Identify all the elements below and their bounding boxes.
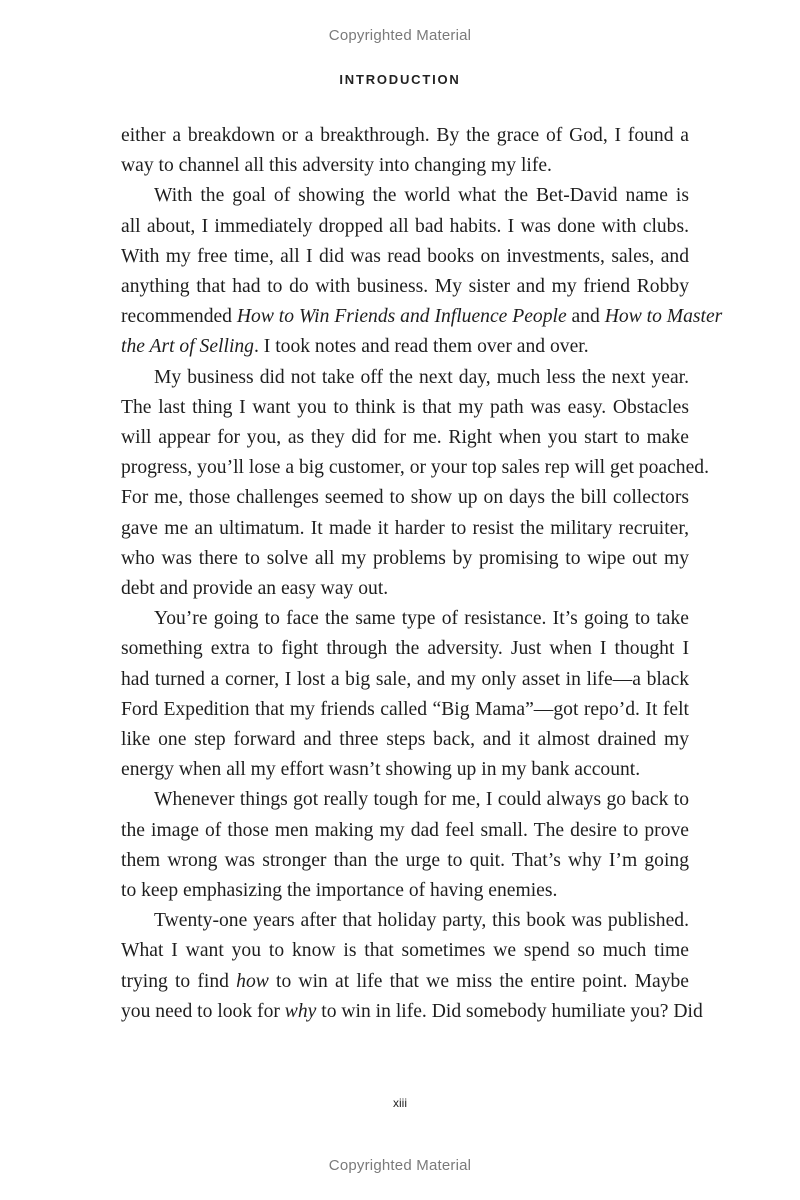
- text-run: trying to find: [121, 970, 237, 992]
- text-line: [121, 967, 689, 997]
- text-line: For me, those challenges seemed to show up on days the bill collectors: [121, 487, 689, 509]
- text-line: energy when all my effort wasn’t showing up in my bank account.: [121, 759, 641, 781]
- text-run: . I took notes and read them over and over.: [253, 336, 589, 358]
- book-title: the Art of Selling: [121, 336, 254, 358]
- text-line: With the goal of showing the world what the Bet-David name is: [154, 185, 689, 207]
- text-line: way to channel all this adversity into changing my life.: [121, 155, 552, 177]
- text-line: Twenty-one years after that holiday party, this book was published.: [154, 910, 689, 932]
- text-line: Whenever things got really tough for me, I could always go back to: [154, 789, 689, 811]
- text-line: them wrong was stronger than the urge to quit. That’s why I’m going: [121, 849, 689, 871]
- text-run: and: [566, 306, 605, 328]
- book-title: How to Master: [604, 306, 723, 328]
- text-line: the image of those men making my dad feel small. The desire to prove: [121, 819, 689, 841]
- text-line: What I want you to know is that sometimes we spend so much time: [121, 940, 689, 962]
- text-line: progress, you’ll lose a big customer, or your top sales rep will get poached.: [121, 457, 709, 479]
- text-run: to win in life. Did somebody humiliate you? Did: [316, 1000, 703, 1022]
- emphasis: why: [284, 1000, 317, 1022]
- text-run: recommended: [121, 306, 237, 328]
- text-line: to keep emphasizing the importance of having enemies.: [121, 880, 558, 902]
- text-line: had turned a corner, I lost a big sale, and my only asset in life—a black: [121, 668, 689, 690]
- text-line: anything that had to do with business. My sister and my friend Robby: [121, 276, 689, 298]
- text-line: [121, 997, 703, 1027]
- emphasis: how: [236, 970, 269, 992]
- book-title: How to Win Friends and Influence People: [236, 306, 567, 328]
- text-line: The last thing I want you to think is that my path was easy. Obstacles: [121, 396, 689, 418]
- copyright-watermark-top: Copyrighted Material: [328, 27, 472, 44]
- text-line: will appear for you, as they did for me. Right when you start to make: [121, 427, 689, 449]
- text-line: debt and provide an easy way out.: [121, 578, 389, 600]
- running-head: INTRODUCTION: [339, 72, 461, 87]
- text-line: either a breakdown or a breakthrough. By the grace of God, I found a: [121, 125, 689, 146]
- text-line: [121, 302, 723, 332]
- text-line: who was there to solve all my problems by promising to wipe out my: [121, 547, 689, 569]
- text-line: like one step forward and three steps back, and it almost drained my: [121, 729, 689, 751]
- text-line: all about, I immediately dropped all bad habits. I was done with clubs.: [121, 215, 689, 237]
- text-run: you need to look for: [121, 1000, 285, 1022]
- text-line: [121, 332, 689, 362]
- text-line: My business did not take off the next day, much less the next year.: [154, 366, 689, 388]
- page-body-text: [121, 121, 723, 1027]
- text-line: Ford Expedition that my friends called “Big Mama”—got repo’d. It felt: [121, 698, 689, 720]
- text-line: gave me an ultimatum. It made it harder to resist the military recruiter,: [121, 517, 689, 539]
- text-line: With my free time, all I did was read books on investments, sales, and: [121, 245, 689, 267]
- text-run: to win at life that we miss the entire point. Maybe: [268, 970, 689, 992]
- page-number: xiii: [393, 1096, 407, 1110]
- text-line: something extra to fight through the adversity. Just when I thought I: [121, 638, 689, 660]
- text-line: You’re going to face the same type of resistance. It’s going to take: [154, 608, 689, 630]
- copyright-watermark-bottom: Copyrighted Material: [328, 1157, 472, 1174]
